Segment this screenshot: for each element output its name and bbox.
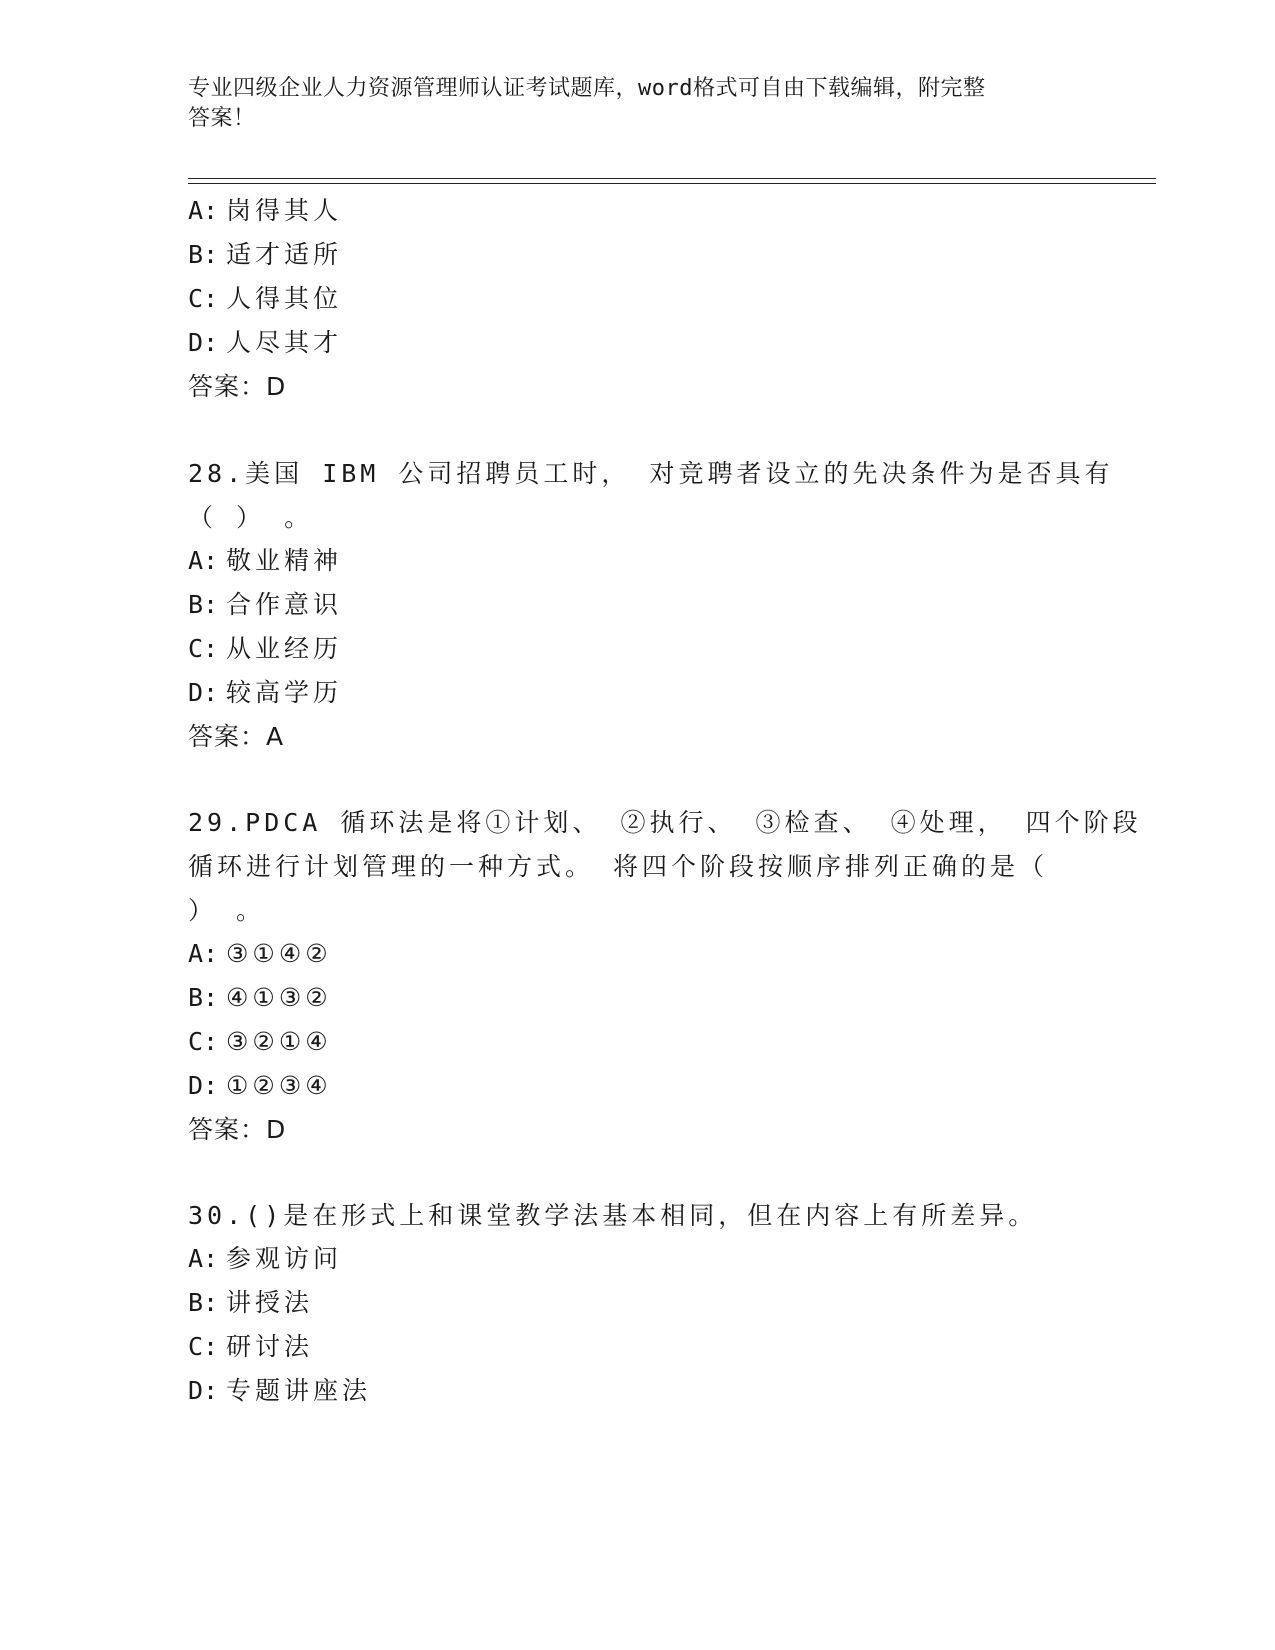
q29-stem-line-3: ） 。 — [188, 896, 266, 925]
q29-option-c: C: ③②①④ — [188, 1027, 332, 1056]
q30-option-b: B: 讲授法 — [188, 1288, 314, 1317]
q29-option-a: A: ③①④② — [188, 939, 332, 968]
header-line-2: 答案！ — [188, 106, 256, 131]
header-divider-top — [188, 178, 1156, 179]
q28-option-d: D: 较高学历 — [188, 678, 343, 707]
q27-option-c: C: 人得其位 — [188, 284, 343, 313]
q27-answer: 答案：D — [188, 372, 287, 401]
q29-option-d: D: ①②③④ — [188, 1071, 332, 1100]
q27-option-d: D: 人尽其才 — [188, 328, 343, 357]
document-header — [188, 74, 1088, 134]
q27-option-a: A: 岗得其人 — [188, 196, 343, 225]
q30-option-d: D: 专题讲座法 — [188, 1376, 372, 1405]
q28-option-b: B: 合作意识 — [188, 590, 343, 619]
q28-stem-line-1: 28.美国 IBM 公司招聘员工时， 对竞聘者设立的先决条件为是否具有 — [188, 459, 1114, 488]
q28-stem-line-2: （ ） 。 — [188, 503, 314, 532]
q30-stem-line-1: 30.()是在形式上和课堂教学法基本相同，但在内容上有所差异。 — [188, 1201, 1038, 1230]
q29-option-b: B: ④①③② — [188, 983, 332, 1012]
header-divider-bottom — [188, 183, 1156, 184]
header-line-1: 专业四级企业人力资源管理师认证考试题库，word格式可自由下载编辑，附完整 — [188, 76, 986, 101]
q28-answer: 答案：A — [188, 722, 285, 751]
q29-answer: 答案：D — [188, 1115, 287, 1144]
q30-option-c: C: 研讨法 — [188, 1332, 314, 1361]
q28-option-c: C: 从业经历 — [188, 634, 343, 663]
q28-option-a: A: 敬业精神 — [188, 546, 343, 575]
q29-stem-line-1: 29.PDCA 循环法是将①计划、 ②执行、 ③检查、 ④处理， 四个阶段 — [188, 808, 1142, 837]
q30-option-a: A: 参观访问 — [188, 1244, 343, 1273]
q27-option-b: B: 适才适所 — [188, 240, 343, 269]
q29-stem-line-2: 循环进行计划管理的一种方式。 将四个阶段按顺序排列正确的是（ — [188, 852, 1049, 881]
